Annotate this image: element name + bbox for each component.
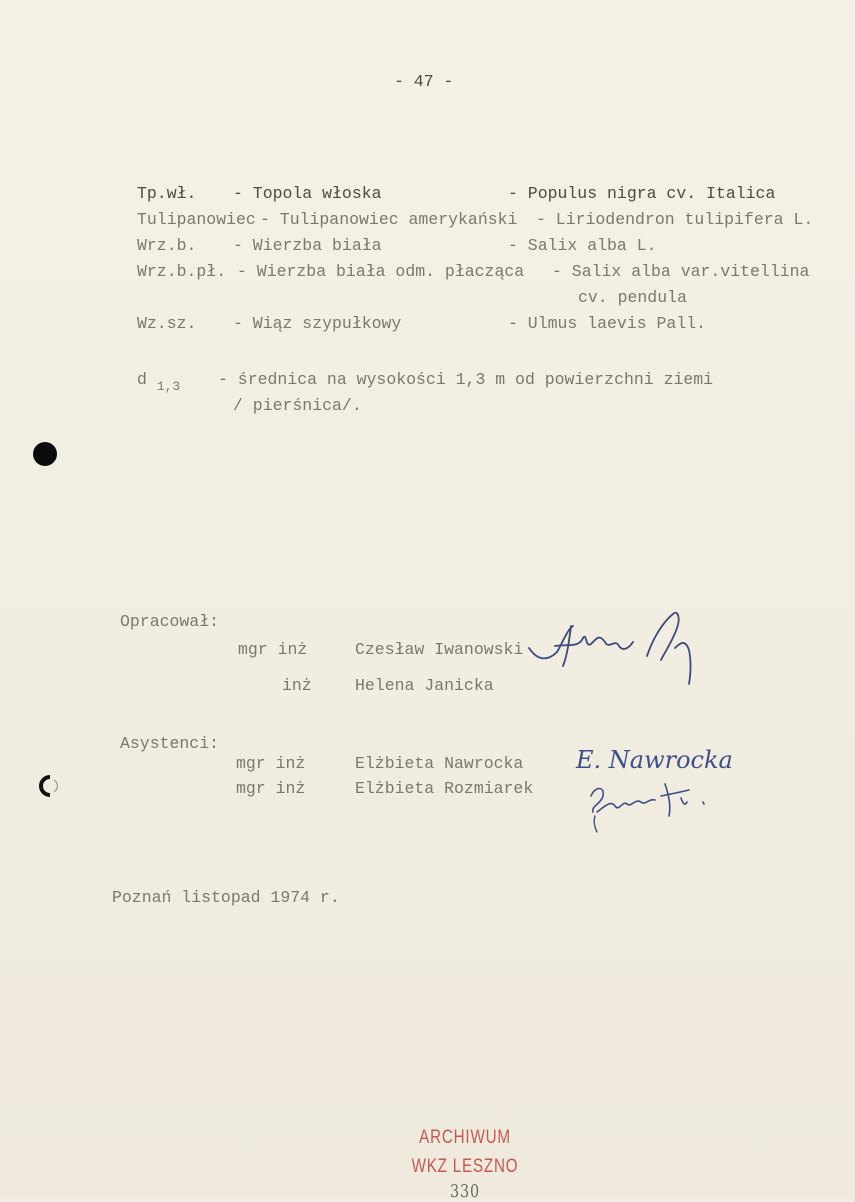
paper-clip-mark [33, 774, 61, 798]
stamp-line-1: ARCHIWUM [419, 1127, 511, 1148]
signature-rozmiarek [585, 776, 725, 836]
latin-wierzba-placzaca: - Salix alba var.vitellina [552, 262, 810, 281]
assistants-label: Asystenci: [120, 734, 220, 753]
prepared-by-name-1: Czesław Iwanowski [355, 640, 524, 659]
prepared-by-title-2: inż [282, 676, 312, 695]
polish-tulipanowiec: - Tulipanowiec amerykański [260, 210, 518, 229]
assistant-title-2: mgr inż [236, 779, 306, 798]
diameter-definition-cont: / pierśnica/. [233, 396, 362, 415]
stamp-number: 330 [450, 1181, 480, 1202]
polish-wierzba-placzaca: - Wierzba biała odm. płacząca [237, 262, 525, 281]
prepared-by-title-1: mgr inż [238, 640, 308, 659]
prepared-by-name-2: Helena Janicka [355, 676, 494, 695]
page-number: - 47 - [394, 72, 454, 91]
abbr-tulipanowiec: Tulipanowiec [137, 210, 256, 229]
latin-topola: - Populus nigra cv. Italica [508, 184, 776, 203]
polish-topola: - Topola włoska [233, 184, 382, 203]
diameter-definition: - średnica na wysokości 1,3 m od powierzchni ziemi [218, 370, 714, 389]
abbr-wiaz: Wz.sz. [137, 314, 197, 333]
abbr-topola: Tp.wł. [137, 184, 197, 203]
diameter-subscript: 1,3 [156, 379, 181, 394]
latin-wiaz: - Ulmus laevis Pall. [508, 314, 707, 333]
signature-nawrocka-text: E. Nawrocka [576, 746, 733, 774]
assistant-name-2: Elżbieta Rozmiarek [355, 779, 534, 798]
polish-wiaz: - Wiąz szypułkowy [233, 314, 402, 333]
abbr-wierzba-placzaca: Wrz.b.pł. [137, 262, 227, 281]
stamp-line-2: WKZ LESZNO [411, 1156, 519, 1177]
latin-tulipanowiec: - Liriodendron tulipifera L. [536, 210, 814, 229]
diameter-symbol: d $_{1,3}$ [137, 370, 181, 394]
assistant-title-1: mgr inż [236, 754, 306, 773]
signature-iwanowski [525, 608, 715, 688]
prepared-by-label: Opracował: [120, 612, 220, 631]
assistant-name-1: Elżbieta Nawrocka [355, 754, 524, 773]
punch-hole [33, 442, 57, 466]
latin-wierzba: - Salix alba L. [508, 236, 657, 255]
abbr-wierzba: Wrz.b. [137, 236, 197, 255]
latin-wierzba-placzaca-cont: cv. pendula [578, 288, 687, 307]
place-and-date: Poznań listopad 1974 r. [112, 888, 340, 907]
polish-wierzba: - Wierzba biała [233, 236, 382, 255]
